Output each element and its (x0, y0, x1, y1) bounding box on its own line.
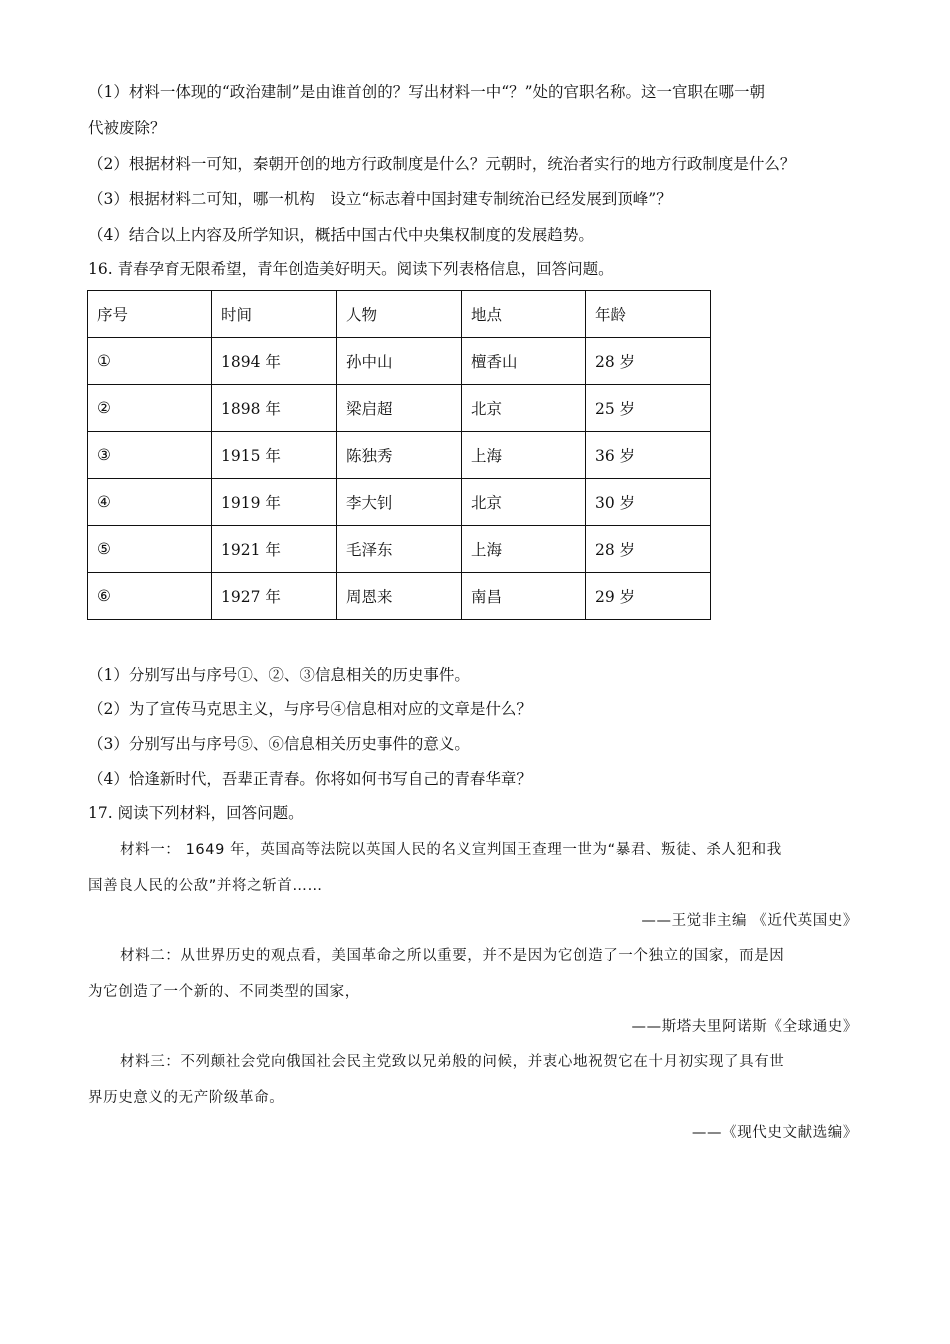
table-cell: ③ (88, 432, 212, 479)
table-cell: 李大钊 (337, 479, 462, 526)
table-cell: ④ (88, 479, 212, 526)
table-cell: 梁启超 (337, 385, 462, 432)
q16-title: 16. 青春孕育无限希望，青年创造美好明天。阅读下列表格信息，回答问题。 (88, 260, 614, 278)
table-cell: 1921 年 (212, 526, 337, 573)
table-cell: 南昌 (462, 573, 586, 620)
table-cell: 28 岁 (586, 338, 711, 385)
table-cell: 周恩来 (337, 573, 462, 620)
q15-sub1-line1: （1）材料一体现的“政治建制”是由谁首创的？写出材料一中“？”处的官职名称。这一官职在哪一朝 (88, 83, 766, 101)
header-cell: 时间 (212, 291, 337, 338)
table-cell: 北京 (462, 385, 586, 432)
table-cell: 上海 (462, 526, 586, 573)
table-row (88, 479, 711, 526)
q15-sub1-line2: 代被废除？ (88, 119, 166, 137)
table-row (88, 573, 711, 620)
table-cell: 29 岁 (586, 573, 711, 620)
table-cell: 北京 (462, 479, 586, 526)
table-cell: ② (88, 385, 212, 432)
material2-line1: 材料二：从世界历史的观点看，美国革命之所以重要，并不是因为它创造了一个独立的国家，而是因 (120, 948, 785, 964)
table-cell: ⑥ (88, 573, 212, 620)
material3-line1: 材料三：不列颠社会党向俄国社会民主党致以兄弟般的问候，并衷心地祝贺它在十月初实现了具有世 (120, 1054, 785, 1070)
table-cell: 28 岁 (586, 526, 711, 573)
table-cell: 25 岁 (586, 385, 711, 432)
table-cell: 檀香山 (462, 338, 586, 385)
material1-line2: 国善良人民的公敌”并将之斩首…… (88, 878, 323, 894)
table-cell: ① (88, 338, 212, 385)
table-row (88, 432, 711, 479)
q17-title: 17. 阅读下列材料，回答问题。 (88, 804, 304, 822)
table-row (88, 338, 711, 385)
material2-source: ——斯塔夫里阿诺斯《全球通史》 (631, 1019, 858, 1035)
q16-sub2: （2）为了宣传马克思主义，与序号④信息相对应的文章是什么？ (88, 700, 532, 718)
material3-line2: 界历史意义的无产阶级革命。 (88, 1090, 285, 1106)
header-cell: 地点 (462, 291, 586, 338)
youth-figures-table (87, 290, 711, 620)
material3-source: ——《现代史文献选编》 (691, 1125, 858, 1141)
header-cell: 年龄 (586, 291, 711, 338)
material1-source: ——王觉非主编 《近代英国史》 (641, 913, 858, 929)
table-cell: 1894 年 (212, 338, 337, 385)
q16-sub3: （3）分别写出与序号⑤、⑥信息相关历史事件的意义。 (88, 735, 470, 753)
q16-sub4: （4）恰逢新时代，吾辈正青春。你将如何书写自己的青春华章？ (88, 770, 532, 788)
q16-sub1: （1）分别写出与序号①、②、③信息相关的历史事件。 (88, 666, 470, 684)
q15-sub4: （4）结合以上内容及所学知识，概括中国古代中央集权制度的发展趋势。 (88, 226, 594, 244)
table-header-row (88, 291, 711, 338)
q15-sub2: （2）根据材料一可知，秦朝开创的地方行政制度是什么？元朝时，统治者实行的地方行政制度是什么？ (88, 155, 796, 173)
q15-sub3: （3）根据材料二可知，哪一机构 设立“标志着中国封建专制统治已经发展到顶峰”？ (88, 190, 672, 208)
table-cell: 1898 年 (212, 385, 337, 432)
table-cell: 1915 年 (212, 432, 337, 479)
table-cell: 1927 年 (212, 573, 337, 620)
table-cell: 1919 年 (212, 479, 337, 526)
table-cell: 36 岁 (586, 432, 711, 479)
table-cell: 上海 (462, 432, 586, 479)
material1-line1: 材料一： 1649 年，英国高等法院以英国人民的名义宣判国王查理一世为“暴君、叛徒、杀人犯和我 (120, 842, 782, 858)
table-cell: 孙中山 (337, 338, 462, 385)
table-cell: 30 岁 (586, 479, 711, 526)
material2-line2: 为它创造了一个新的、不同类型的国家， (88, 984, 360, 1000)
table-row (88, 385, 711, 432)
header-cell: 序号 (88, 291, 212, 338)
table-cell: ⑤ (88, 526, 212, 573)
table-cell: 陈独秀 (337, 432, 462, 479)
header-cell: 人物 (337, 291, 462, 338)
table-row (88, 526, 711, 573)
table-cell: 毛泽东 (337, 526, 462, 573)
